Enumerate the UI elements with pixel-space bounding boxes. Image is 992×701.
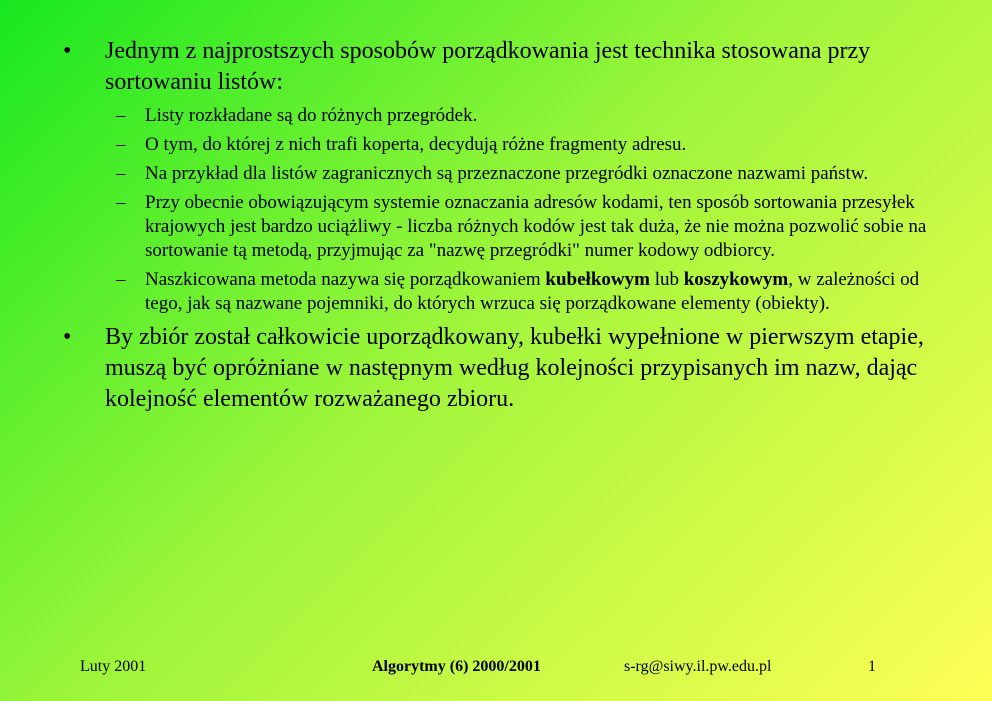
text-segment: lub — [649, 269, 684, 290]
slide-content — [60, 36, 940, 415]
bullet-icon: • — [63, 324, 72, 350]
sub-item — [105, 133, 940, 157]
bold-term: kubełkowym — [545, 269, 650, 290]
bullet-item — [60, 322, 940, 415]
footer-email: s-rg@siwy.il.pw.edu.pl — [624, 658, 772, 675]
sub-item-text — [145, 269, 919, 314]
dash-icon: – — [116, 105, 126, 126]
bullet-text: Jednym z najprostszych sposobów porządkowania jest technika stosowana przy sortowaniu listów: — [105, 38, 871, 95]
sub-item — [105, 104, 940, 128]
footer-title: Algorytmy (6) 2000/2001 — [372, 658, 541, 675]
sub-item — [105, 268, 940, 316]
bullet-item — [60, 36, 940, 316]
sub-item-text: Przy obecnie obowiązującym systemie oznaczania adresów kodami, ten sposób sortowania przesyłek krajowych jest bardzo uciążliwy - liczba różnych kodów jest tak duża, że nie można pozwolić sobie na sortowanie tą metodą, przyjmując za "nazwę przegródki" numer kodowy odbiorcy. — [145, 192, 927, 261]
text-segment: Naszkicowana metoda nazywa się porządkowaniem — [145, 269, 546, 290]
footer-date: Luty 2001 — [80, 658, 147, 675]
dash-icon: – — [116, 192, 126, 213]
sub-item-text: O tym, do której z nich trafi koperta, decydują różne fragmenty adresu. — [145, 134, 687, 155]
sub-item — [105, 191, 940, 263]
sub-item-text: Na przykład dla listów zagranicznych są przeznaczone przegródki oznaczone nazwami państw. — [145, 163, 869, 184]
page-number: 1 — [868, 658, 876, 675]
bullet-text: By zbiór został całkowicie uporządkowany, kubełki wypełnione w pierwszym etapie, muszą być opróżniane w następnym według kolejności przypisanych im nazw, dając kolejność elementów rozważanego zbioru. — [105, 324, 924, 412]
sub-item-text: Listy rozkładane są do różnych przegródek. — [145, 105, 478, 126]
sub-list — [105, 104, 940, 316]
dash-icon: – — [116, 163, 126, 184]
sub-item — [105, 162, 940, 186]
dash-icon: – — [116, 269, 126, 290]
dash-icon: – — [116, 134, 126, 155]
text-segment: , w zależności od tego, jak są nazwane pojemniki, do których wrzuca się porządkowane elementy (obiekty). — [145, 269, 920, 314]
slide-footer — [0, 658, 992, 682]
bold-term: koszykowym — [683, 269, 789, 290]
bullet-icon: • — [63, 38, 72, 64]
